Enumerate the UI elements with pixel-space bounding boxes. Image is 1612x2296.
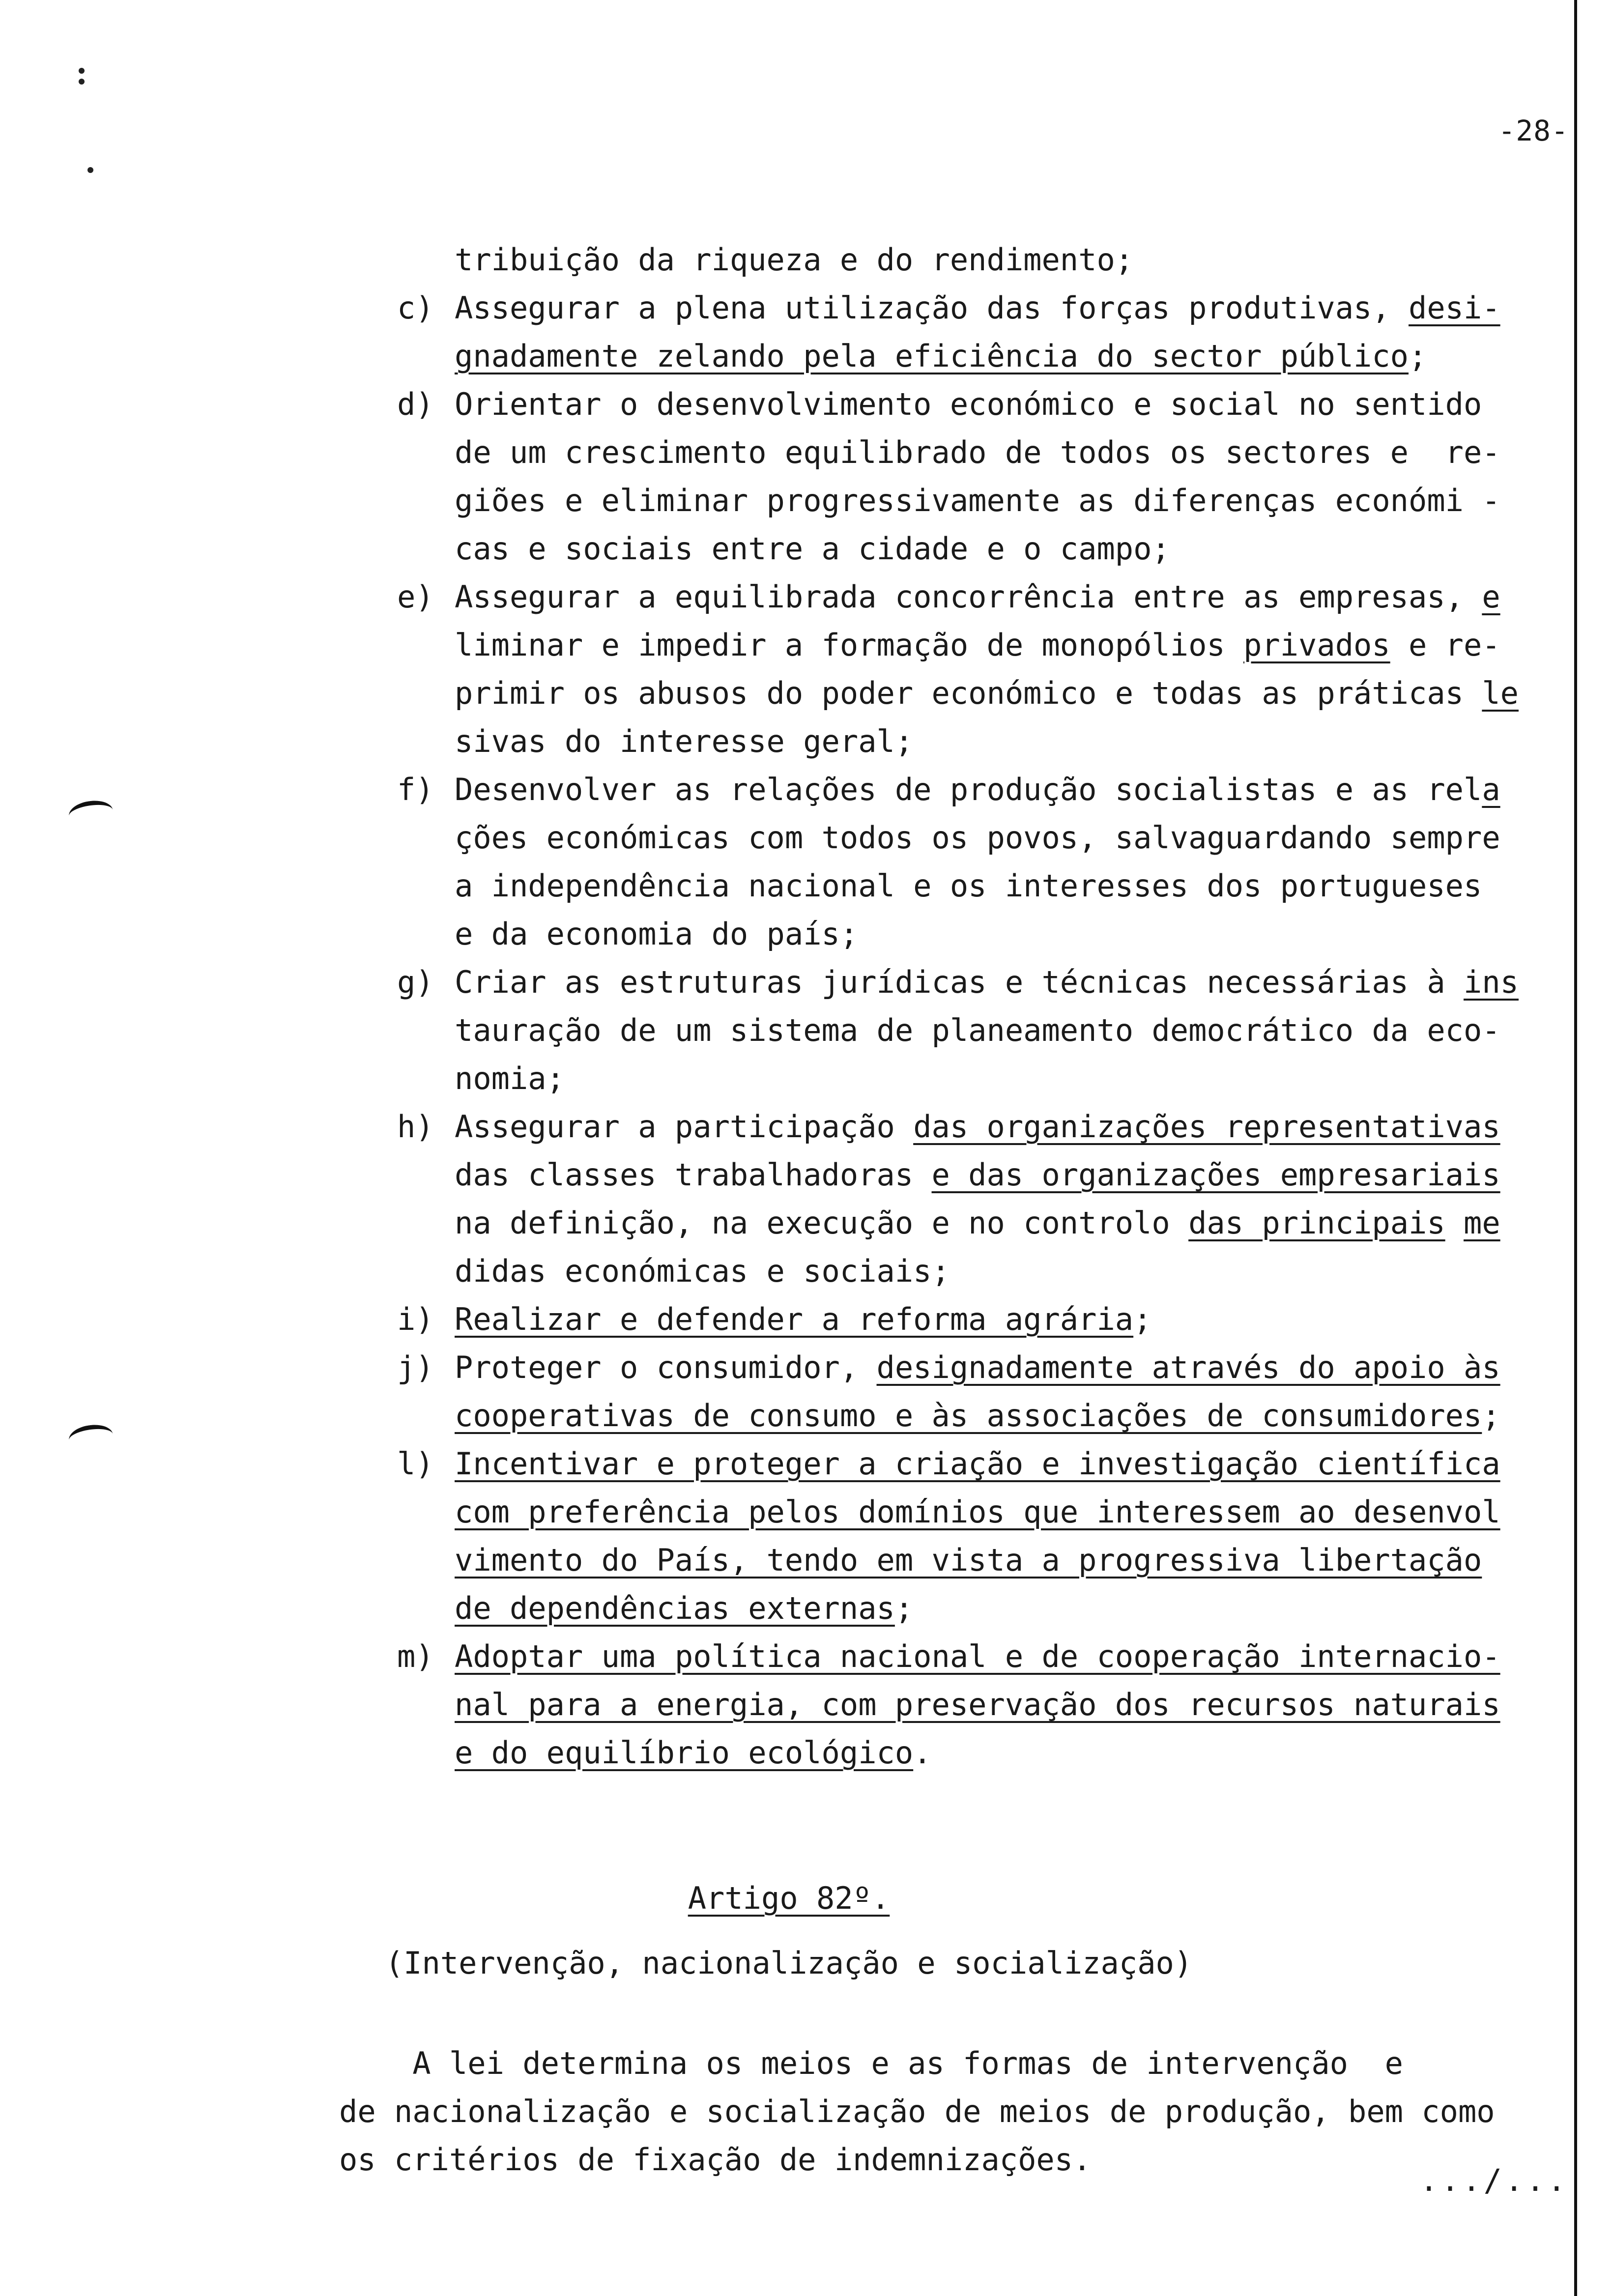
list-item-label: d) xyxy=(397,386,434,422)
underlined-text: com preferência pelos domínios que interessem ao desenvol xyxy=(455,1494,1500,1530)
list-item-line xyxy=(455,1633,1500,1681)
paragraph-line: de nacionalização e socialização de meios de produção, bem como xyxy=(339,2094,1495,2129)
list-item-label: f) xyxy=(397,772,434,807)
list-item-label: l) xyxy=(397,1446,434,1482)
text-segment: Criar as estruturas jurídicas e técnicas necessárias à xyxy=(455,964,1464,1000)
underlined-text: vimento do País, tendo em vista a progressiva libertação xyxy=(455,1542,1482,1578)
text-segment: na definição, na execução e no controlo xyxy=(455,1205,1189,1241)
underlined-text: gnadamente zelando pela eficiência do sector público xyxy=(455,338,1409,374)
underlined-text: a xyxy=(1482,772,1500,807)
underlined-text: e das organizações empresariais xyxy=(931,1157,1500,1193)
list-item-line xyxy=(455,1151,1500,1199)
list-item-line xyxy=(455,236,1133,284)
list-item-line xyxy=(455,380,1482,429)
list-item-line xyxy=(455,669,1519,718)
text-segment: Assegurar a equilibrada concorrência entre as empresas, xyxy=(455,579,1482,615)
list-item-label: j) xyxy=(397,1349,434,1385)
underlined-text: e xyxy=(1482,579,1500,615)
paragraph-line: os critérios de fixação de indemnizações. xyxy=(339,2142,1092,2178)
list-item-line xyxy=(455,1247,950,1295)
underlined-text: ins xyxy=(1464,964,1519,1000)
text-segment: a independência nacional e os interesses dos portugueses xyxy=(455,868,1482,904)
list-item-line xyxy=(455,1006,1500,1055)
list-item-line xyxy=(455,1536,1482,1584)
list-item-line xyxy=(455,1055,565,1103)
text-segment: cas e sociais entre a cidade e o campo; xyxy=(455,531,1170,567)
list-item-line xyxy=(455,573,1500,621)
list-item-line xyxy=(455,1681,1500,1729)
text-segment: das classes trabalhadoras xyxy=(455,1157,932,1193)
list-item-line xyxy=(455,766,1500,814)
binding-hook-mark xyxy=(67,1422,115,1452)
article-title xyxy=(0,1880,1578,1916)
list-item-line xyxy=(455,1729,932,1777)
article-title-text: Artigo 82º. xyxy=(688,1880,890,1916)
list-item-line xyxy=(455,1584,913,1633)
list-item-line xyxy=(455,477,1500,525)
list-item-label: h) xyxy=(397,1109,434,1145)
text-segment: sivas do interesse geral; xyxy=(455,723,914,759)
text-segment: de um crescimento equilibrado de todos os sectores e re- xyxy=(455,434,1500,470)
text-segment: didas económicas e sociais; xyxy=(455,1253,950,1289)
list-item-line xyxy=(455,1199,1500,1247)
page-number: -28- xyxy=(1498,114,1569,147)
text-segment: ; xyxy=(1482,1398,1500,1434)
underlined-text: le xyxy=(1482,675,1519,711)
underlined-text: desi- xyxy=(1409,290,1500,326)
list-item-label: g) xyxy=(397,964,434,1000)
text-segment: ções económicas com todos os povos, salvaguardando sempre xyxy=(455,820,1500,856)
article-subtitle: (Intervenção, nacionalização e socialização) xyxy=(385,1945,1193,1981)
binding-hook-mark xyxy=(67,798,115,828)
text-segment: e re- xyxy=(1390,627,1500,663)
list-item-line xyxy=(455,1295,1151,1344)
list-item-label: c) xyxy=(397,290,434,326)
paragraph-line: A lei determina os meios e as formas de intervenção e xyxy=(339,2045,1403,2081)
list-item-line xyxy=(455,284,1500,332)
underlined-text: de dependências externas xyxy=(455,1590,895,1626)
list-item-line xyxy=(455,429,1500,477)
list-item-line xyxy=(455,1392,1500,1440)
underlined-text: Adoptar uma política nacional e de cooperação internacio- xyxy=(455,1638,1500,1674)
underlined-text: Realizar e defender a reforma agrária xyxy=(455,1301,1134,1337)
list-item-label: e) xyxy=(397,579,434,615)
list-item-line xyxy=(455,814,1500,862)
text-segment: tauração de um sistema de planeamento democrático da eco- xyxy=(455,1012,1500,1048)
text-segment: . xyxy=(913,1735,932,1771)
list-item-label: m) xyxy=(397,1638,434,1674)
list-item-line xyxy=(455,621,1500,669)
list-item-line xyxy=(455,1344,1500,1392)
underlined-text: das organizações representativas xyxy=(913,1109,1500,1145)
list-item-line xyxy=(455,910,858,958)
text-segment: Desenvolver as relações de produção socialistas e as rel xyxy=(455,772,1482,807)
text-segment: ; xyxy=(1133,1301,1152,1337)
text-segment: Proteger o consumidor, xyxy=(455,1349,877,1385)
list-item-line xyxy=(455,718,913,766)
list-item-line xyxy=(455,525,1170,573)
text-segment: Assegurar a participação xyxy=(455,1109,914,1145)
punch-mark xyxy=(87,167,93,173)
text-segment: liminar e impedir a formação de monopólios xyxy=(455,627,1244,663)
punch-mark xyxy=(79,79,85,85)
text-segment: ; xyxy=(1409,338,1427,374)
text-segment: giões e eliminar progressivamente as diferenças económi - xyxy=(455,483,1500,518)
text-segment: primir os abusos do poder económico e todas as práticas xyxy=(455,675,1482,711)
text-segment xyxy=(1445,1205,1464,1241)
underlined-text: e do equilíbrio ecológico xyxy=(455,1735,914,1771)
text-segment: tribuição da riqueza e do rendimento; xyxy=(455,242,1134,278)
underlined-text: privados xyxy=(1243,627,1390,663)
text-segment: nomia; xyxy=(455,1061,565,1096)
underlined-text: me xyxy=(1464,1205,1500,1241)
list-item-line xyxy=(455,332,1427,380)
list-item-line xyxy=(455,862,1482,910)
underlined-text: designadamente através do apoio às xyxy=(876,1349,1500,1385)
text-segment: Assegurar a plena utilização das forças produtivas, xyxy=(455,290,1409,326)
list-item-line xyxy=(455,1440,1500,1488)
text-segment: e da economia do país; xyxy=(455,916,859,952)
continuation-mark: .../... xyxy=(1419,2162,1569,2198)
list-item-line xyxy=(455,1488,1500,1536)
text-segment: Orientar o desenvolvimento económico e social no sentido xyxy=(455,386,1482,422)
underlined-text: nal para a energia, com preservação dos recursos naturais xyxy=(455,1687,1500,1722)
list-item-line xyxy=(455,958,1519,1006)
underlined-text: cooperativas de consumo e às associações de consumidores xyxy=(455,1398,1482,1434)
list-item-line xyxy=(455,1103,1500,1151)
punch-mark xyxy=(79,68,85,74)
text-segment: ; xyxy=(894,1590,914,1626)
underlined-text: das principais xyxy=(1188,1205,1445,1241)
underlined-text: Incentivar e proteger a criação e investigação científica xyxy=(455,1446,1500,1482)
list-item-label: i) xyxy=(397,1301,434,1337)
